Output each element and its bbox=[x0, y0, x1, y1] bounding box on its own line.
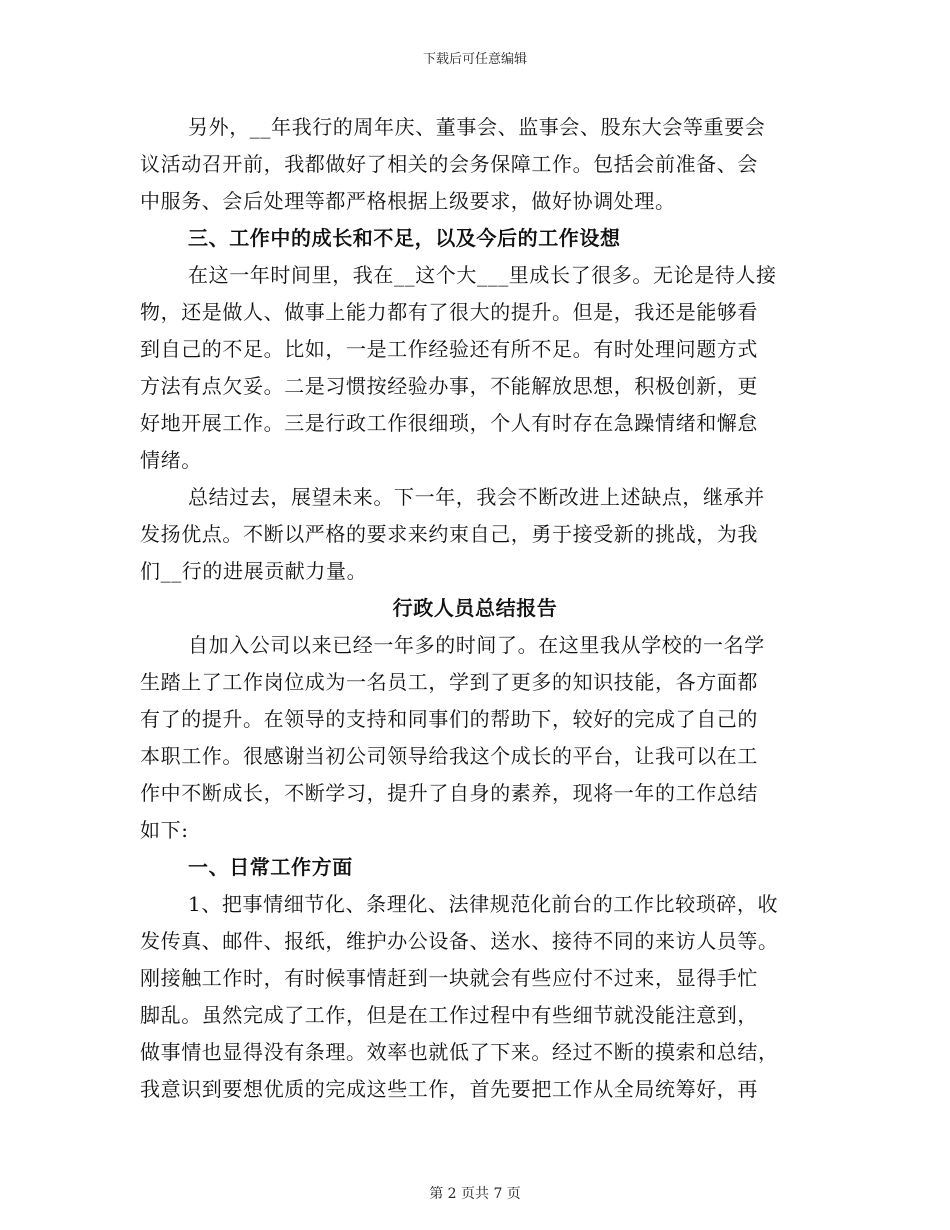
paragraph-line: 们__行的进展贡献力量。 bbox=[140, 559, 368, 583]
paragraph-line: 发传真、邮件、报纸，维护办公设备、送水、接待不同的来访人员等。 bbox=[140, 929, 779, 953]
paragraph-line: 中服务、会后处理等都严格根据上级要求，做好协调处理。 bbox=[140, 189, 676, 213]
page-footer: 第 2 页共 7 页 bbox=[429, 1186, 521, 1202]
paragraph-line: 我意识到要想优质的完成这些工作，首先要把工作从全局统筹好，再 bbox=[140, 1077, 758, 1101]
paragraph-line: 总结过去，展望未来。下一年，我会不断改进上述缺点，继承并 bbox=[188, 485, 765, 509]
paragraph-line: 情绪。 bbox=[140, 448, 202, 472]
paragraph-line: 作中不断成长，不断学习，提升了自身的素养，现将一年的工作总结 bbox=[140, 781, 758, 805]
paragraph-line: 在这一年时间里，我在__这个大___里成长了很多。无论是待人接 bbox=[188, 263, 777, 287]
paragraph-line: 刚接触工作时，有时候事情赶到一块就会有些应付不过来，显得手忙 bbox=[140, 966, 758, 990]
paragraph-line: 生踏上了工作岗位成为一名员工，学到了更多的知识技能，各方面都 bbox=[140, 670, 758, 694]
paragraph-line: 1、把事情细节化、条理化、法律规范化前台的工作比较琐碎，收 bbox=[188, 892, 779, 916]
paragraph-line: 另外，__年我行的周年庆、董事会、监事会、股东大会等重要会 bbox=[188, 115, 766, 139]
paragraph-line: 好地开展工作。三是行政工作很细琐，个人有时存在急躁情绪和懈怠 bbox=[140, 411, 758, 435]
section-heading: 三、工作中的成长和不足，以及今后的工作设想 bbox=[188, 226, 621, 250]
section-heading: 一、日常工作方面 bbox=[188, 855, 353, 879]
paragraph-line: 做事情也显得没有条理。效率也就低了下来。经过不断的摸索和总结， bbox=[140, 1040, 779, 1064]
paragraph-line: 自加入公司以来已经一年多的时间了。在这里我从学校的一名学 bbox=[188, 633, 765, 657]
paragraph-line: 物，还是做人、做事上能力都有了很大的提升。但是，我还是能够看 bbox=[140, 300, 758, 324]
paragraph-line: 如下: bbox=[140, 818, 189, 842]
paragraph-line: 本职工作。很感谢当初公司领导给我这个成长的平台，让我可以在工 bbox=[140, 744, 758, 768]
paragraph-line: 到自己的不足。比如，一是工作经验还有所不足。有时处理问题方式 bbox=[140, 337, 758, 361]
document-body bbox=[140, 109, 810, 1108]
paragraph-line: 议活动召开前，我都做好了相关的会务保障工作。包括会前准备、会 bbox=[140, 152, 758, 176]
paragraph-line: 方法有点欠妥。二是习惯按经验办事，不能解放思想，积极创新，更 bbox=[140, 374, 758, 398]
page-header: 下载后可任意编辑 bbox=[422, 52, 527, 67]
report-title: 行政人员总结报告 bbox=[392, 596, 558, 620]
paragraph-line: 发扬优点。不断以严格的要求来约束自己，勇于接受新的挑战，为我 bbox=[140, 522, 758, 546]
paragraph-line: 脚乱。虽然完成了工作，但是在工作过程中有些细节就没能注意到， bbox=[140, 1003, 758, 1027]
paragraph-line: 有了的提升。在领导的支持和同事们的帮助下，较好的完成了自己的 bbox=[140, 707, 758, 731]
